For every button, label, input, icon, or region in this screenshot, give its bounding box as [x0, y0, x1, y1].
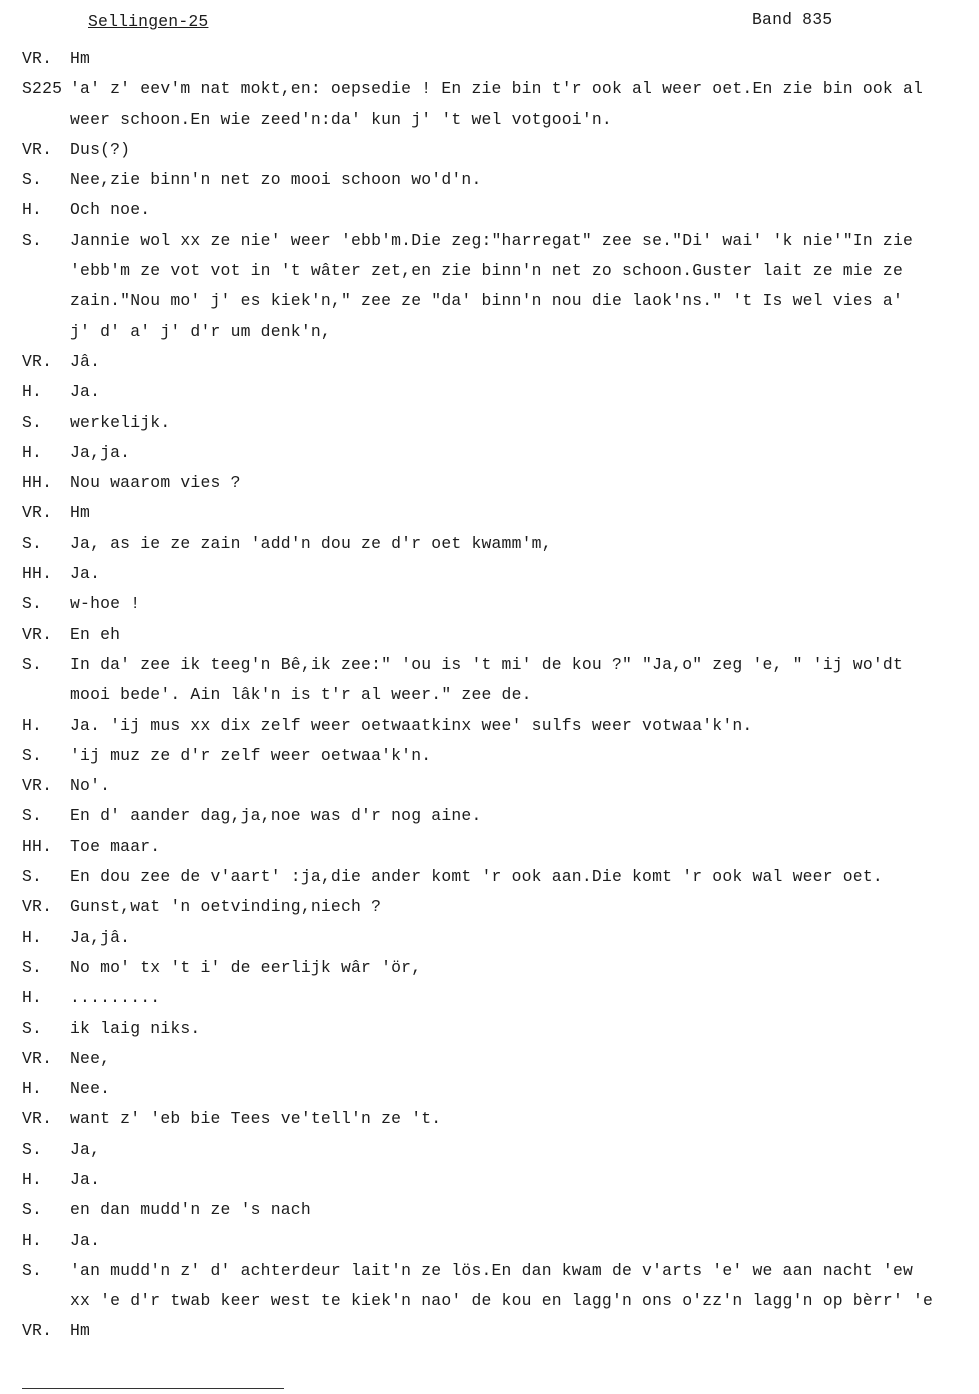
speaker-label: H. [22, 442, 43, 462]
transcript-line [22, 317, 972, 347]
transcript-line [22, 256, 972, 286]
utterance-text: Toe maar. [70, 836, 161, 856]
speaker-label: S. [22, 594, 43, 614]
transcript-line [22, 1014, 972, 1044]
utterance-text: Hm [70, 503, 91, 523]
speaker-label: VR. [22, 503, 53, 523]
transcript-line [22, 1316, 972, 1346]
speaker-label: S. [22, 533, 43, 553]
speaker-label: VR. [22, 1109, 53, 1129]
speaker-label: H. [22, 988, 43, 1008]
utterance-text: 'a' z' eev'm nat mokt,en: oepsedie ! En zie bin t'r ook al weer oet.En zie bin ook al [70, 79, 924, 99]
transcript-line [22, 226, 972, 256]
speaker-label: S. [22, 654, 43, 674]
speaker-label: S. [22, 1018, 43, 1038]
speaker-label: S. [22, 1200, 43, 1220]
transcript-line [22, 135, 972, 165]
transcript-line [22, 559, 972, 589]
speaker-label: H. [22, 200, 43, 220]
utterance-text: Ja. [70, 1230, 101, 1250]
utterance-text: j' d' a' j' d'r um denk'n, [70, 321, 331, 341]
utterance-text: No'. [70, 776, 111, 796]
utterance-text: Nou waarom vies ? [70, 473, 241, 493]
utterance-text: Jannie wol xx ze nie' weer 'ebb'm.Die zeg:"harregat" zee se."Di' wai' 'k nie'"In zie [70, 230, 914, 250]
footer-rule [22, 1388, 284, 1389]
transcript-line [22, 438, 972, 468]
transcript-line [22, 589, 972, 619]
speaker-label: H. [22, 1079, 43, 1099]
utterance-text: Ja. [70, 382, 101, 402]
utterance-text: Nee,zie binn'n net zo mooi schoon wo'd'n. [70, 170, 482, 190]
transcript-line [22, 195, 972, 225]
speaker-label: S. [22, 957, 43, 977]
speaker-label: S225 [22, 79, 63, 99]
speaker-label: H. [22, 382, 43, 402]
transcript-line [22, 923, 972, 953]
utterance-text: xx 'e d'r twab keer west te kiek'n nao' de kou en lagg'n ons o'zz'n lagg'n op bèrr' 'e [70, 1291, 934, 1311]
utterance-text: Ja. 'ij mus xx dix zelf weer oetwaatkinx wee' sulfs weer votwaa'k'n. [70, 715, 753, 735]
utterance-text: w-hoe ! [70, 594, 141, 614]
transcript-line [22, 1165, 972, 1195]
transcript-line [22, 741, 972, 771]
utterance-text: weer schoon.En wie zeed'n:da' kun j' 't wel votgooi'n. [70, 109, 612, 129]
utterance-text: werkelijk. [70, 412, 171, 432]
document-title: Sellingen-25 [88, 12, 209, 31]
utterance-text: Ja. [70, 564, 101, 584]
utterance-text: 'ij muz ze d'r zelf weer oetwaa'k'n. [70, 745, 432, 765]
utterance-text: Och noe. [70, 200, 151, 220]
speaker-label: S. [22, 806, 43, 826]
transcript-line [22, 468, 972, 498]
utterance-text: Hm [70, 49, 91, 68]
utterance-text: ik laig niks. [70, 1018, 201, 1038]
utterance-text: want z' 'eb bie Tees ve'tell'n ze 't. [70, 1109, 442, 1129]
speaker-label: VR. [22, 139, 53, 159]
utterance-text: En dou zee de v'aart' :ja,die ander komt 'r ook aan.Die komt 'r ook wal weer oet. [70, 867, 883, 887]
transcript-line [22, 529, 972, 559]
speaker-label: HH. [22, 473, 53, 493]
transcript-line [22, 1074, 972, 1104]
transcript-line [22, 832, 972, 862]
speaker-label: S. [22, 412, 43, 432]
transcript-line [22, 286, 972, 316]
utterance-text: En eh [70, 624, 121, 644]
speaker-label: H. [22, 1169, 43, 1189]
transcript-line [22, 1044, 972, 1074]
transcript-line [22, 165, 972, 195]
utterance-text: en dan mudd'n ze 's nach [70, 1200, 311, 1220]
speaker-label: VR. [22, 1048, 53, 1068]
utterance-text: Ja. [70, 1169, 101, 1189]
transcript-line [22, 892, 972, 922]
speaker-label: S. [22, 230, 43, 250]
transcript-line [22, 1226, 972, 1256]
speaker-label: S. [22, 1260, 43, 1280]
speaker-label: VR. [22, 897, 53, 917]
utterance-text: 'ebb'm ze vot vot in 't wâter zet,en zie binn'n net zo schoon.Guster lait ze mie ze [70, 261, 903, 281]
transcript-line [22, 983, 972, 1013]
transcript-line [22, 1286, 972, 1316]
utterance-text: Nee. [70, 1079, 111, 1099]
speaker-label: S. [22, 867, 43, 887]
transcript-line [22, 862, 972, 892]
speaker-label: S. [22, 170, 43, 190]
utterance-text: zain."Nou mo' j' es kiek'n," zee ze "da' binn'n nou die laok'ns." 't Is wel vies a' [70, 291, 903, 311]
utterance-text: In da' zee ik teeg'n Bê,ik zee:" 'ou is 't mi' de kou ?" "Ja,o" zeg 'e, " 'ij wo'dt [70, 654, 903, 674]
transcript-line [22, 44, 972, 74]
transcript-line [22, 801, 972, 831]
transcript-line [22, 1104, 972, 1134]
transcript-line [22, 74, 972, 104]
utterance-text: mooi bede'. Ain lâk'n is t'r al weer." zee de. [70, 685, 532, 705]
utterance-text: No mo' tx 't i' de eerlijk wâr 'ör, [70, 957, 422, 977]
utterance-text: Ja, as ie ze zain 'add'n dou ze d'r oet kwamm'm, [70, 533, 552, 553]
utterance-text: Dus(?) [70, 139, 131, 159]
speaker-label: VR. [22, 351, 53, 371]
utterance-text: ......... [70, 988, 161, 1008]
transcript-line [22, 408, 972, 438]
transcript-line [22, 680, 972, 710]
speaker-label: HH. [22, 564, 53, 584]
utterance-text: Ja, [70, 1139, 101, 1159]
utterance-text: Ja,ja. [70, 442, 131, 462]
transcript-line [22, 771, 972, 801]
transcript-line [22, 1195, 972, 1225]
speaker-label: S. [22, 1139, 43, 1159]
band-label: Band 835 [752, 10, 833, 29]
transcript-line [22, 650, 972, 680]
speaker-label: HH. [22, 836, 53, 856]
utterance-text: Ja,jâ. [70, 927, 131, 947]
utterance-text: Hm [70, 1321, 91, 1341]
utterance-text: Nee, [70, 1048, 111, 1068]
transcript-line [22, 1135, 972, 1165]
utterance-text: Gunst,wat 'n oetvinding,niech ? [70, 897, 382, 917]
speaker-label: VR. [22, 624, 53, 644]
transcript-line [22, 105, 972, 135]
speaker-label: H. [22, 927, 43, 947]
speaker-label: VR. [22, 1321, 53, 1341]
speaker-label: S. [22, 745, 43, 765]
utterance-text: En d' aander dag,ja,noe was d'r nog aine. [70, 806, 482, 826]
transcript-body [22, 44, 972, 1347]
utterance-text: Jâ. [70, 351, 101, 371]
transcript-line [22, 347, 972, 377]
transcript-line [22, 498, 972, 528]
speaker-label: VR. [22, 49, 53, 68]
utterance-text: 'an mudd'n z' d' achterdeur lait'n ze lös.En dan kwam de v'arts 'e' we aan nacht 'ew [70, 1260, 914, 1280]
speaker-label: VR. [22, 776, 53, 796]
transcript-line [22, 620, 972, 650]
speaker-label: H. [22, 1230, 43, 1250]
transcript-line [22, 377, 972, 407]
transcript-line [22, 711, 972, 741]
transcript-line [22, 953, 972, 983]
transcript-line [22, 1256, 972, 1286]
speaker-label: H. [22, 715, 43, 735]
